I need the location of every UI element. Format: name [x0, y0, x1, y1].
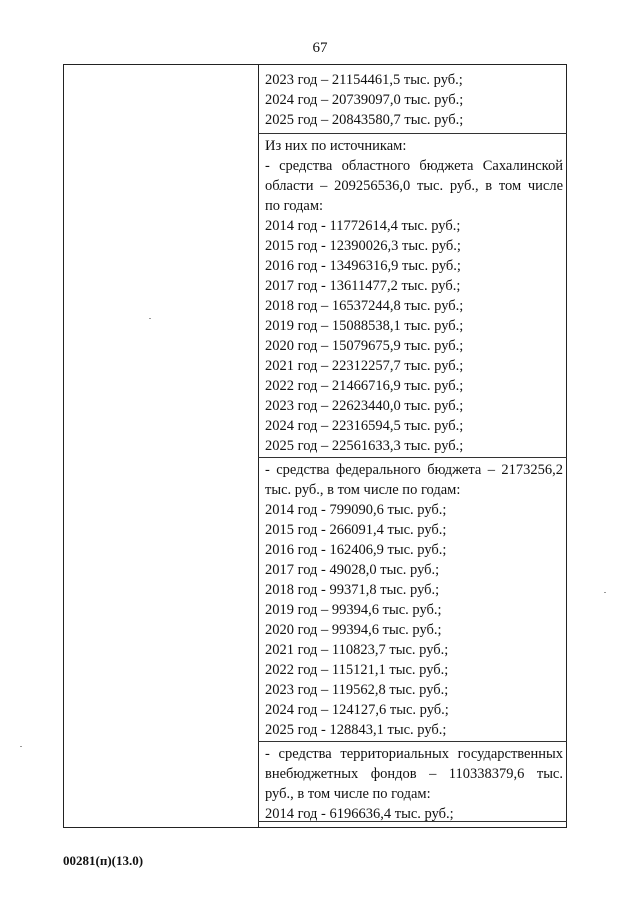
year-line: 2025 год – 20843580,7 тыс. руб.;	[265, 112, 464, 128]
page-number: 67	[312, 40, 328, 56]
block-regional	[265, 136, 563, 456]
funds-intro-line: руб., в том числе по годам:	[265, 786, 431, 802]
funding-cell	[265, 70, 563, 824]
year-line: 2024 год – 22316594,5 тыс. руб.;	[265, 418, 464, 434]
year-line: 2019 год – 99394,6 тыс. руб.;	[265, 602, 442, 618]
block-totals	[265, 70, 563, 130]
regional-intro-line: по годам:	[265, 198, 324, 214]
federal-intro-line: - средства федерального бюджета – 2173256,2	[265, 462, 563, 478]
column-divider	[258, 65, 259, 827]
year-line: 2014 год - 799090,6 тыс. руб.;	[265, 502, 447, 518]
regional-intro-line: области – 209256536,0 тыс. руб., в том числе	[265, 178, 563, 194]
year-line: 2016 год - 162406,9 тыс. руб.;	[265, 542, 447, 558]
year-line: 2025 год - 128843,1 тыс. руб.;	[265, 722, 447, 738]
year-line: 2017 год - 49028,0 тыс. руб.;	[265, 562, 440, 578]
year-line: 2017 год - 13611477,2 тыс. руб.;	[265, 278, 461, 294]
federal-intro-line: тыс. руб., в том числе по годам:	[265, 482, 461, 498]
year-line: 2018 год - 99371,8 тыс. руб.;	[265, 582, 440, 598]
budget-table	[63, 64, 567, 828]
year-line: 2014 год - 6196636,4 тыс. руб.;	[265, 806, 454, 822]
year-line: 2015 год - 266091,4 тыс. руб.;	[265, 522, 447, 538]
year-line: 2014 год - 11772614,4 тыс. руб.;	[265, 218, 461, 234]
block-separator	[258, 821, 567, 822]
block-federal	[265, 460, 563, 740]
year-line: 2020 год – 15079675,9 тыс. руб.;	[265, 338, 464, 354]
year-line: 2024 год – 124127,6 тыс. руб.;	[265, 702, 449, 718]
year-line: 2021 год – 110823,7 тыс. руб.;	[265, 642, 449, 658]
year-line: 2018 год – 16537244,8 тыс. руб.;	[265, 298, 464, 314]
year-line: 2023 год – 119562,8 тыс. руб.;	[265, 682, 449, 698]
sources-heading: Из них по источникам:	[265, 138, 407, 154]
year-line: 2025 год – 22561633,3 тыс. руб.;	[265, 438, 464, 454]
year-line: 2020 год – 99394,6 тыс. руб.;	[265, 622, 442, 638]
block-separator	[258, 741, 567, 742]
document-code: 00281(п)(13.0)	[63, 853, 144, 868]
block-separator	[258, 133, 567, 134]
year-line: 2023 год – 22623440,0 тыс. руб.;	[265, 398, 464, 414]
funds-intro-line: - средства территориальных государственных	[265, 746, 563, 762]
funds-intro-line: внебюджетных фондов – 110338379,6 тыс.	[265, 766, 563, 782]
block-separator	[258, 457, 567, 458]
year-line: 2022 год – 21466716,9 тыс. руб.;	[265, 378, 464, 394]
regional-intro-line: - средства областного бюджета Сахалинской	[265, 158, 563, 174]
year-line: 2023 год – 21154461,5 тыс. руб.;	[265, 72, 463, 88]
year-line: 2022 год – 115121,1 тыс. руб.;	[265, 662, 449, 678]
year-line: 2019 год – 15088538,1 тыс. руб.;	[265, 318, 464, 334]
year-line: 2015 год - 12390026,3 тыс. руб.;	[265, 238, 461, 254]
year-line: 2016 год - 13496316,9 тыс. руб.;	[265, 258, 461, 274]
year-line: 2024 год – 20739097,0 тыс. руб.;	[265, 92, 464, 108]
block-extrabudgetary-funds	[265, 744, 563, 824]
year-line: 2021 год – 22312257,7 тыс. руб.;	[265, 358, 464, 374]
